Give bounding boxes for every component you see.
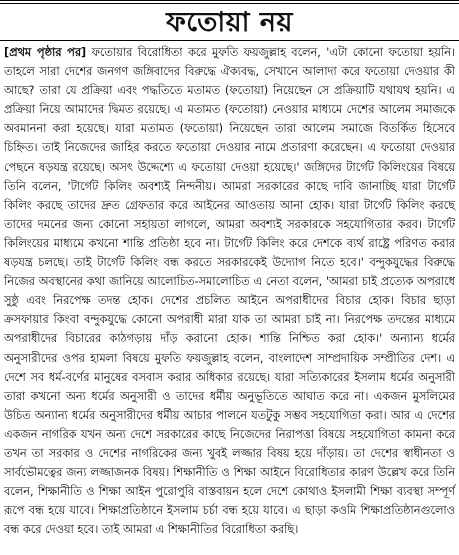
headline-divider [0, 40, 459, 41]
article-text: ফতোয়ার বিরোধিতা করে মুফতি ফয়জুল্লাহ বলেন, 'এটা কোনো ফতোয়া হয়নি। তাহলে সারা দেশের জনগণ জঙ্গিবাদের বিরুদ্ধে ঐক্যবদ্ধ, সেখানে আলাদা করে ফতোয়া দেওয়ার কী আছে? তারা যে প্রক্রিয়া এবং পদ্ধতিতে মতামত (ফতোয়া) নিয়েছেন সে প্রক্রিয়াটি যথাযথ হয়নি। এ প্রক্রিয়া নিয়ে আমাদের দ্বিমত রয়েছে। এ মতামত (ফতোয়া) নেওয়ার মাধ্যমে দেশের আলেম সমাজকে অবমাননা করা হয়েছে। যারা মতামত (ফতোয়া) নিয়েছেন তারা আলেম সমাজে বিতর্কিত হিসেবে চিহ্নিত। তাই নিজেদের জাহির করতে ফতোয়া দেওয়ার নামে প্রতারণা করেছেন। এ ফতোয়া দেওয়ার পেছনে ষড়যন্ত্র রয়েছে। অসৎ উদ্দেশ্যে এ ফতোয়া দেওয়া হয়েছে।' জঙ্গিদের টার্গেট কিলিংয়ের বিষয়ে তিনি বলেন, 'টার্গেট কিলিং অবশ্যই নিন্দনীয়। আমরা সরকারের কাছে দাবি জানাচ্ছি যারা টার্গেট কিলিং করছে তাদের দ্রুত গ্রেফতার করে আইনের আওতায় আনা হোক। যারা টার্গেট কিলিং করছে তাদের দমনের জন্য কোনো সহায়তা লাগলে, আমরা অবশ্যই সরকারকে সহযোগিতার করব। টার্গেট কিলিংয়ের মাধ্যমে কখনো শান্তি প্রতিষ্ঠা হবে না। টার্গেট কিলিং করে দেশকে ব্যর্থ রাষ্ট্রে পরিণত করার ষড়যন্ত্র চলছে। তাই টার্গেট কিলিং বন্ধ করতে সরকারকেই উদ্যোগ নিতে হবে।' বন্দুকযুদ্ধের বিরুদ্ধে নিজের অবস্থানের কথা জানিয়ে আলোচিত-সমালোচিত এ নেতা বলেন, 'আমরা চাই প্রত্যেক অপরাধে সুষ্ঠু এবং নিরপেক্ষ তদন্ত হোক। দেশের প্রচলিত আইনে অপরাধীদের বিচার হোক। বিচার ছাড়া ক্রসফায়ার কিংবা বন্দুকযুদ্ধে কোনো অপরাধী মারা যাক তা আমরা চাই না। নিরপেক্ষ তদন্তের মাধ্যমে অপরাধীদের বিচারের কাঠগড়ায় দাঁড় করানো হোক। শান্তি নিশ্চিত করা হোক।' অন্যান্য ধর্মের অনুসারীদের ওপর হামলা বিষয়ে মুফতি ফয়জুল্লাহ বলেন, বাংলাদেশ সাম্প্রদায়িক সম্প্রীতির দেশ। এ দেশে সব ধর্ম-বর্ণের মানুষের বসবাস করার অধিকার রয়েছে। যারা সত্যিকারের ইসলাম ধর্মের অনুসারী তারা কখনো অন্য ধর্মের অনুসারী ও তাদের ধর্মীয় অনুভূতিতে আঘাত করে না। একজন মুসলিমের উচিত অন্যান্য ধর্মের অনুসারীদের ধর্মীয় আচার পালনে যতটুকু সম্ভব সহযোগিতা করা। আর এ দেশের একজন নাগরিক যখন অন্য দেশে সরকারের কাছে নিজেদের নিরাপত্তা বিষয়ে সহযোগিতা কামনা করে তখন তা সরকার ও দেশের নাগরিকের জন্য খুবই লজ্জার বিষয় হয়ে দাঁড়ায়। তা দেশের স্বাধীনতা ও সার্বভৌমত্বের জন্য লজ্জাজনক বিষয়। শিক্ষানীতি ও শিক্ষা আইনে বিরোধিতার কারণ উল্লেখ করে তিনি বলেন, শিক্ষানীতি ও শিক্ষা আইন পুরোপুরি বাস্তবায়ন হলে দেশে কোথাও ইসলামী শিক্ষা ব্যবস্থা সম্পূর্ণ রূপে বন্ধ হয়ে যাবে। শিক্ষাপ্রতিষ্ঠানে ইসলাম চর্চা বন্ধ হয়ে যাবে। এ ছাড়া কওমি শিক্ষাপ্রতিষ্ঠানগুলোও বন্ধ করে দেওয়া হবে। তাই আমরা এ শিক্ষানীতির বিরোধিতা করছি। [4, 46, 455, 537]
article-body [4, 43, 455, 539]
continued-from-front-page-label: [প্রথম পৃষ্ঠার পর] [4, 46, 87, 59]
top-border-rule [0, 0, 459, 4]
headline: ফতোয়া নয় [166, 7, 293, 38]
article-paragraph [4, 43, 455, 539]
